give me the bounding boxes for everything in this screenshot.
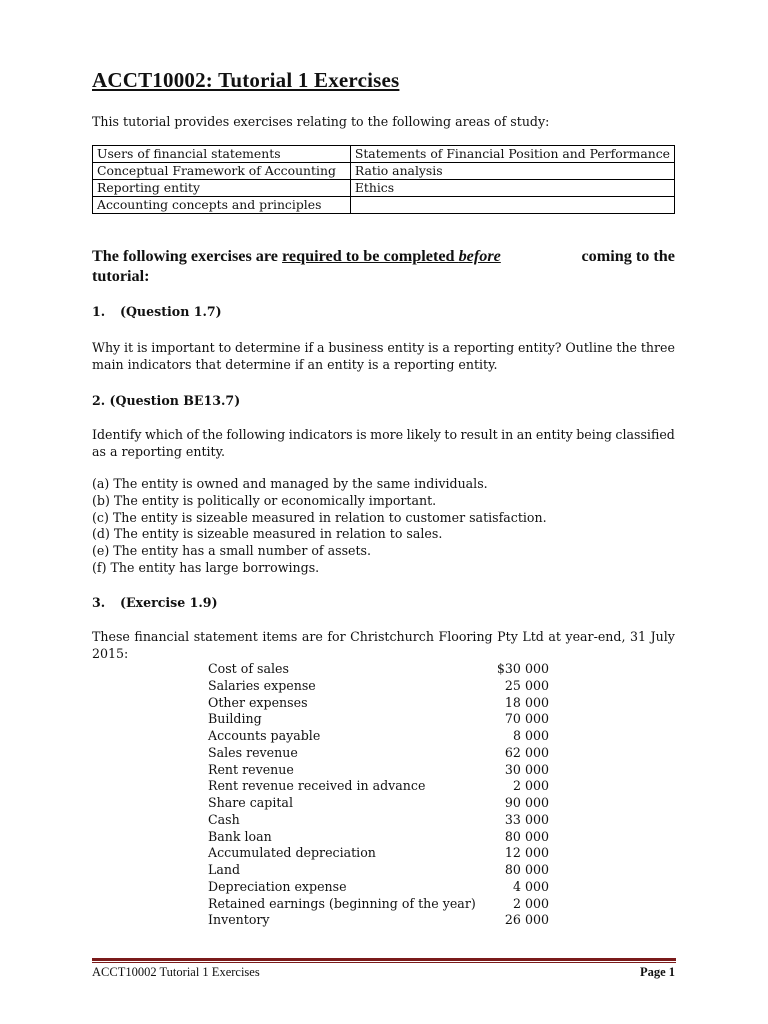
item-name: Other expenses — [208, 694, 308, 710]
item-name: Accumulated depreciation — [208, 845, 376, 861]
item-name: Cash — [208, 811, 240, 827]
item-name: Bank loan — [208, 828, 272, 844]
item-amount: 8 000 — [512, 728, 549, 743]
question-2-line1: Identify which of the following indicators is more likely to result in an entity being classified — [92, 427, 675, 442]
required-underlined: required to be completed before — [282, 247, 501, 265]
page-title: ACCT10002: Tutorial 1 Exercises — [92, 68, 400, 92]
required-heading-start: The following exercises are required to be completed before — [92, 247, 501, 265]
list-item — [208, 896, 549, 913]
list-item: (d) The entity is sizeable measured in relation to sales. — [92, 526, 443, 542]
table-cell — [350, 197, 674, 214]
question-2-heading — [92, 393, 240, 408]
item-name: Retained earnings (beginning of the year) — [208, 895, 476, 911]
list-item: (a) The entity is owned and managed by the same individuals. — [92, 476, 488, 491]
question-1-text — [92, 339, 675, 373]
list-item — [208, 862, 549, 879]
item-amount: 18 000 — [504, 694, 549, 710]
question-number: 1. — [92, 304, 106, 319]
list-item — [208, 778, 549, 795]
item-name: Cost of sales — [208, 661, 289, 676]
item-amount: 12 000 — [504, 845, 549, 861]
list-item: (c) The entity is sizeable measured in relation to customer satisfaction. — [92, 509, 547, 525]
question-2-text — [92, 426, 675, 460]
table-cell: Ethics — [350, 180, 674, 197]
question-label: (Question 1.7) — [120, 304, 222, 319]
footer-divider-thin — [92, 962, 676, 963]
question-number: 3. — [92, 595, 106, 610]
list-item — [208, 745, 549, 762]
list-item: (e) The entity has a small number of assets. — [92, 543, 372, 559]
item-amount: 30 000 — [504, 761, 549, 777]
required-heading-line2: tutorial: — [92, 267, 150, 285]
item-name: Share capital — [208, 795, 293, 810]
item-amount: 2 000 — [512, 778, 549, 794]
item-name: Rent revenue received in advance — [208, 778, 426, 794]
list-item — [208, 912, 549, 929]
question-1-heading — [92, 304, 222, 319]
list-item — [208, 678, 549, 695]
table-cell: Statements of Financial Position and Performance — [350, 146, 674, 163]
table-cell: Ratio analysis — [350, 163, 674, 180]
item-amount: 80 000 — [504, 828, 549, 844]
intro-text: This tutorial provides exercises relating to the following areas of study: — [92, 114, 550, 129]
study-areas-table — [92, 145, 675, 214]
item-amount: 33 000 — [504, 811, 549, 827]
list-item — [208, 879, 549, 896]
list-item — [208, 812, 549, 829]
item-amount: 70 000 — [504, 711, 549, 727]
list-item — [208, 728, 549, 745]
item-name: Inventory — [208, 912, 270, 928]
question-2-options — [92, 476, 547, 577]
item-amount: 62 000 — [504, 744, 549, 760]
item-amount: $30 000 — [496, 661, 549, 676]
page-number: Page 1 — [639, 965, 675, 979]
question-number: 2. — [92, 393, 106, 408]
item-amount: 26 000 — [504, 912, 549, 928]
question-label: (Exercise 1.9) — [120, 595, 218, 610]
item-amount: 2 000 — [512, 895, 549, 911]
table-row — [93, 197, 675, 214]
question-1-line1: Why it is important to determine if a business entity is a reporting entity? Outline the three — [92, 340, 675, 355]
item-amount: 25 000 — [504, 677, 549, 693]
list-item — [208, 795, 549, 812]
item-name: Sales revenue — [208, 744, 298, 760]
list-item — [208, 845, 549, 862]
item-amount: 90 000 — [504, 795, 549, 810]
required-heading — [92, 246, 675, 286]
item-name: Land — [208, 862, 241, 877]
list-item — [208, 762, 549, 779]
required-heading-end: coming to the — [581, 247, 675, 265]
item-name: Building — [208, 711, 262, 727]
list-item — [208, 661, 549, 678]
question-1-line2: main indicators that determine if an entity is a reporting entity. — [92, 357, 498, 372]
question-label: (Question BE13.7) — [109, 393, 241, 408]
financial-items-list — [208, 661, 549, 929]
item-amount: 80 000 — [504, 862, 549, 877]
table-row — [93, 163, 675, 180]
question-3-heading — [92, 595, 218, 610]
item-name: Salaries expense — [208, 677, 316, 693]
item-name: Depreciation expense — [208, 878, 347, 894]
list-item: (f) The entity has large borrowings. — [92, 559, 320, 575]
table-row — [93, 146, 675, 163]
table-row — [93, 180, 675, 197]
list-item — [208, 695, 549, 712]
item-name: Rent revenue — [208, 761, 294, 777]
question-3-line2: 2015: — [92, 646, 129, 661]
table-cell: Reporting entity — [93, 180, 351, 197]
question-2-line2: as a reporting entity. — [92, 444, 226, 459]
footer-title: ACCT10002 Tutorial 1 Exercises — [92, 965, 260, 979]
table-cell: Accounting concepts and principles — [93, 197, 351, 214]
item-amount: 4 000 — [512, 878, 549, 894]
question-3-line1: These financial statement items are for Christchurch Flooring Pty Ltd at year-end, 31 July — [92, 629, 675, 644]
item-name: Accounts payable — [208, 728, 321, 743]
list-item: (b) The entity is politically or economically important. — [92, 492, 437, 508]
question-3-text — [92, 628, 675, 662]
table-cell: Conceptual Framework of Accounting — [93, 163, 351, 180]
list-item — [208, 829, 549, 846]
footer-divider — [92, 958, 676, 961]
list-item — [208, 711, 549, 728]
before-emphasis: before — [458, 247, 501, 265]
table-cell: Users of financial statements — [93, 146, 351, 163]
